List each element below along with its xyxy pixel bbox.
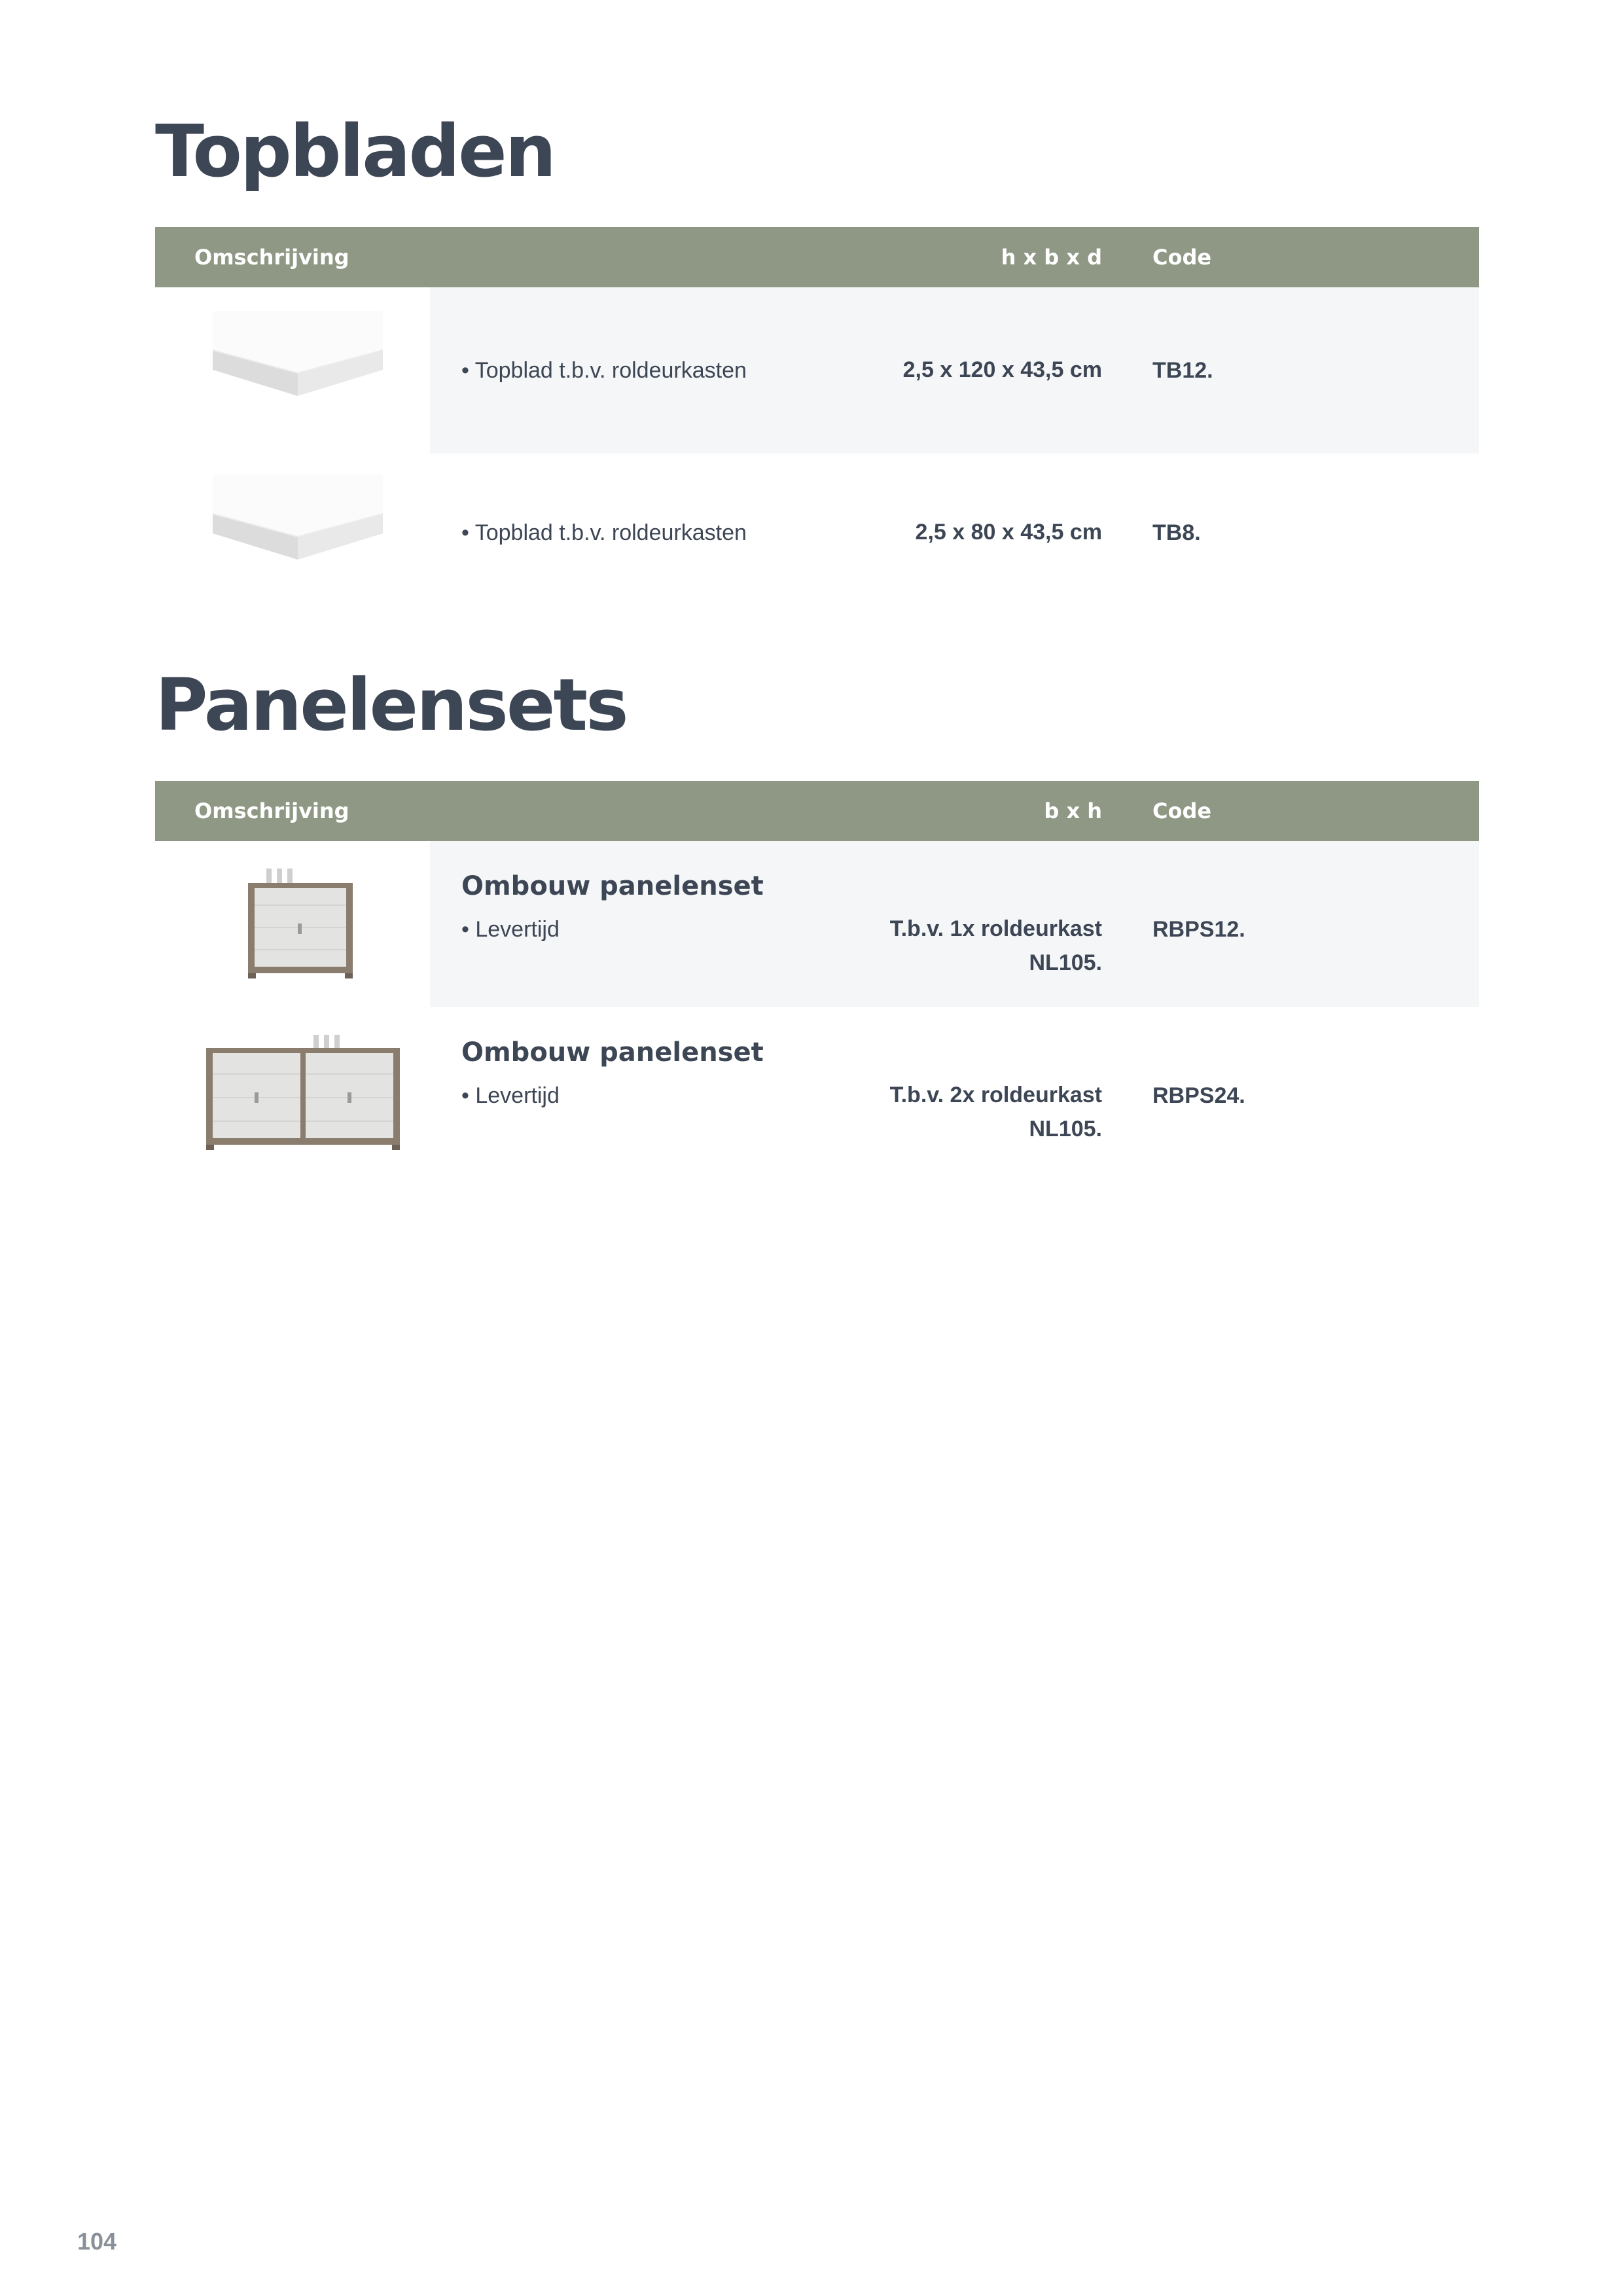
header-description: Omschrijving [194,245,349,270]
topblad-120-image [206,304,389,422]
panelenset-1x-image [240,866,358,984]
product-title: Ombouw panelenset [461,871,764,901]
row-code: TB8. [1152,520,1201,545]
table-row [155,841,1479,1007]
page-number: 104 [77,2228,117,2255]
header-code: Code [1152,798,1212,823]
row-description: • Topblad t.b.v. roldeurkasten [461,358,747,383]
panelensets-table [155,781,1479,1174]
header-description: Omschrijving [194,798,349,823]
table-row [155,287,1479,454]
row-code: RBPS12. [1152,917,1245,942]
row-dimensions [890,912,1102,980]
header-dimensions: b x h [1044,798,1102,823]
topbladen-table [155,227,1479,609]
row-dimensions-line1: T.b.v. 1x roldeurkast [889,916,1102,941]
product-title: Ombouw panelenset [461,1037,764,1067]
row-description: • Levertijd [461,917,560,942]
section-title-topbladen: Topbladen [155,109,555,193]
row-code: TB12. [1152,358,1213,383]
row-dimensions-line1: T.b.v. 2x roldeurkast [889,1083,1102,1107]
table-header [155,227,1479,287]
row-dimensions-line2: NL105. [1029,950,1102,975]
topblad-80-image [206,468,389,586]
row-code: RBPS24. [1152,1083,1245,1108]
row-dimensions: 2,5 x 120 x 43,5 cm [902,357,1102,382]
table-header [155,781,1479,841]
row-dimensions [890,1078,1102,1146]
row-description: • Levertijd [461,1083,560,1108]
table-row [155,454,1479,609]
header-code: Code [1152,245,1212,270]
header-dimensions: h x b x d [1001,245,1102,270]
section-title-panelensets: Panelensets [155,663,627,747]
panelenset-2x-image [201,1032,404,1157]
table-row [155,1007,1479,1174]
row-dimensions: 2,5 x 80 x 43,5 cm [915,520,1102,545]
row-description: • Topblad t.b.v. roldeurkasten [461,520,747,545]
row-dimensions-line2: NL105. [1029,1117,1102,1141]
